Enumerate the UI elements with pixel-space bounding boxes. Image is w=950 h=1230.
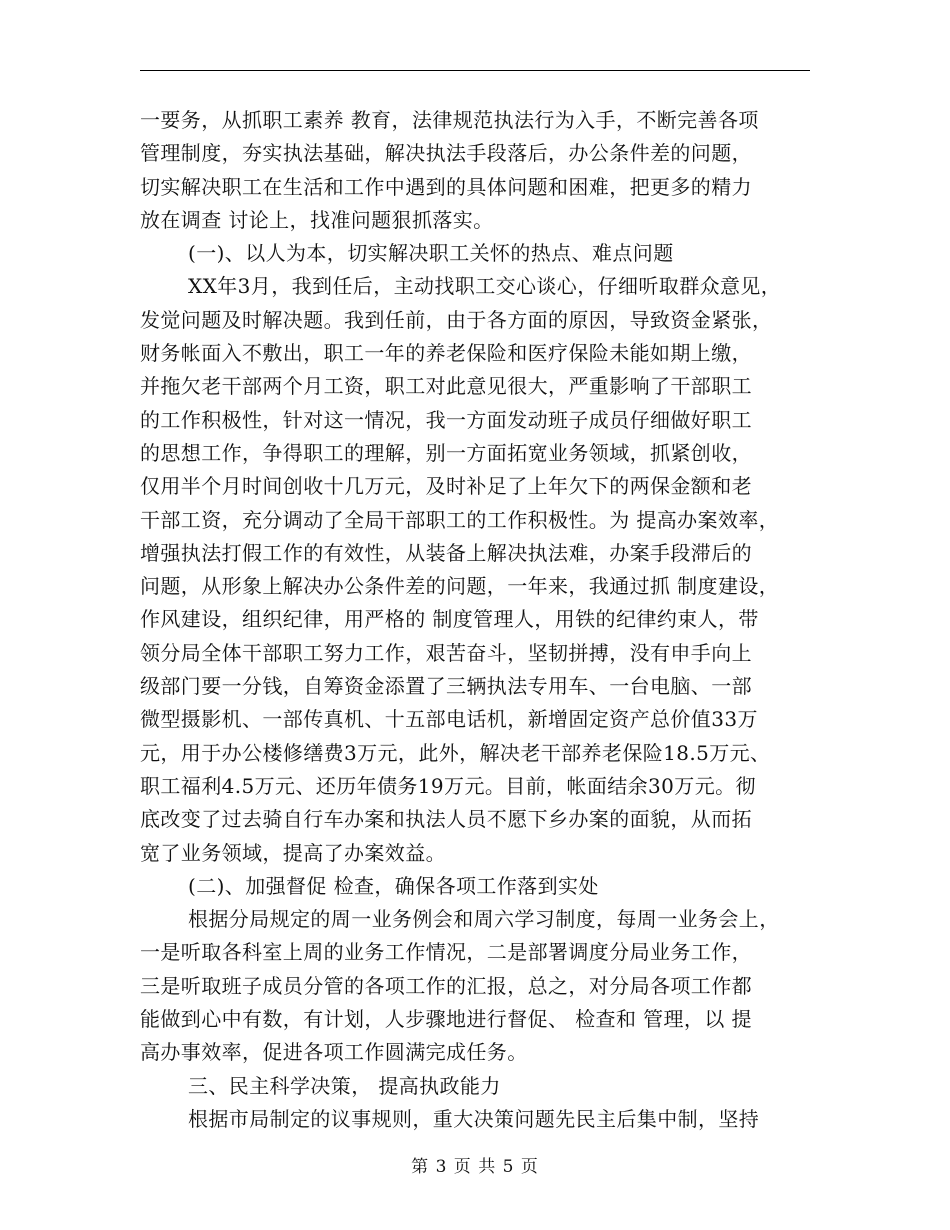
text-line: 财务帐面入不敷出，职工一年的养老保险和医疗保险未能如期上缴，	[140, 341, 752, 366]
text-line: 问题，从形象上解决办公条件差的问题，一年来，我通过抓 制度建设，	[140, 574, 780, 599]
text-line: 高办事效率，促进各项工作圆满完成任务。	[140, 1040, 528, 1065]
text-line: 放在调查 讨论上，找准问题狠抓落实。	[140, 207, 494, 232]
text-line: 底改变了过去骑自行车办案和执法人员不愿下乡办案的面貌，从而拓	[140, 807, 752, 832]
text-line: 元，用于办公楼修缮费3万元，此外，解决老干部养老保险18.5万元、	[140, 740, 771, 765]
text-line: 能做到心中有数，有计划，人步骤地进行督促、 检查和 管理，以 提	[140, 1007, 752, 1032]
text-line: 根据市局制定的议事规则，重大决策问题先民主后集中制，坚持	[188, 1106, 760, 1131]
text-line: 切实解决职工在生活和工作中遇到的具体问题和困难，把更多的精力	[140, 174, 752, 199]
text-line: 宽了业务领域，提高了办案效益。	[140, 840, 446, 865]
text-line: 的工作积极性，针对这一情况，我一方面发动班子成员仔细做好职工	[140, 407, 752, 432]
text-line: 三是听取班子成员分管的各项工作的汇报，总之，对分局各项工作都	[140, 973, 752, 998]
text-line: 职工福利4.5万元、还历年债务19万元。目前，帐面结余30万元。彻	[140, 773, 756, 798]
text-line: 领分局全体干部职工努力工作，艰苦奋斗，坚韧拼搏，没有申手向上	[140, 640, 752, 665]
text-line: 微型摄影机、一部传真机、十五部电话机，新增固定资产总价值33万	[140, 707, 758, 732]
text-line: 一是听取各科室上周的业务工作情况，二是部署调度分局业务工作，	[140, 940, 752, 965]
text-line: 级部门要一分钱，自筹资金添置了三辆执法专用车、一台电脑、一部	[140, 674, 752, 699]
text-line: 作风建设，组织纪律，用严格的 制度管理人，用铁的纪律约束人，带	[140, 607, 759, 632]
text-line: 三、民主科学决策， 提高执政能力	[188, 1073, 501, 1098]
text-line: 根据分局规定的周一业务例会和周六学习制度，每周一业务会上，	[188, 907, 780, 932]
text-line: 的思想工作，争得职工的理解，别一方面拓宽业务领域，抓紧创收，	[140, 440, 752, 465]
text-line: (二)、加强督促 检查，确保各项工作落到实处	[188, 873, 599, 898]
text-line: 一要务，从抓职工素养 教育，法律规范执法行为入手，不断完善各项	[140, 108, 759, 132]
page-footer: 第 3 页 共 5 页	[411, 1157, 539, 1177]
text-line: (一)、以人为本，切实解决职工关怀的热点、难点问题	[188, 241, 674, 266]
text-line: 管理制度，夯实执法基础，解决执法手段落后，办公条件差的问题，	[140, 141, 752, 166]
document-body	[140, 104, 820, 1136]
header-rule	[140, 70, 810, 71]
text-line: 仅用半个月时间创收十几万元，及时补足了上年欠下的两保金额和老	[140, 474, 752, 499]
text-line: 并拖欠老干部两个月工资，职工对此意见很大，严重影响了干部职工	[140, 374, 752, 399]
text-line: 增强执法打假工作的有效性，从装备上解决执法难，办案手段滞后的	[140, 540, 752, 565]
text-line: 干部工资，充分调动了全局干部职工的工作积极性。为 提高办案效率，	[140, 507, 780, 532]
text-line: XX年3月，我到任后，主动找职工交心谈心，仔细听取群众意见，	[188, 274, 782, 299]
text-line: 发觉问题及时解决题。我到任前，由于各方面的原因，导致资金紧张，	[140, 307, 773, 332]
